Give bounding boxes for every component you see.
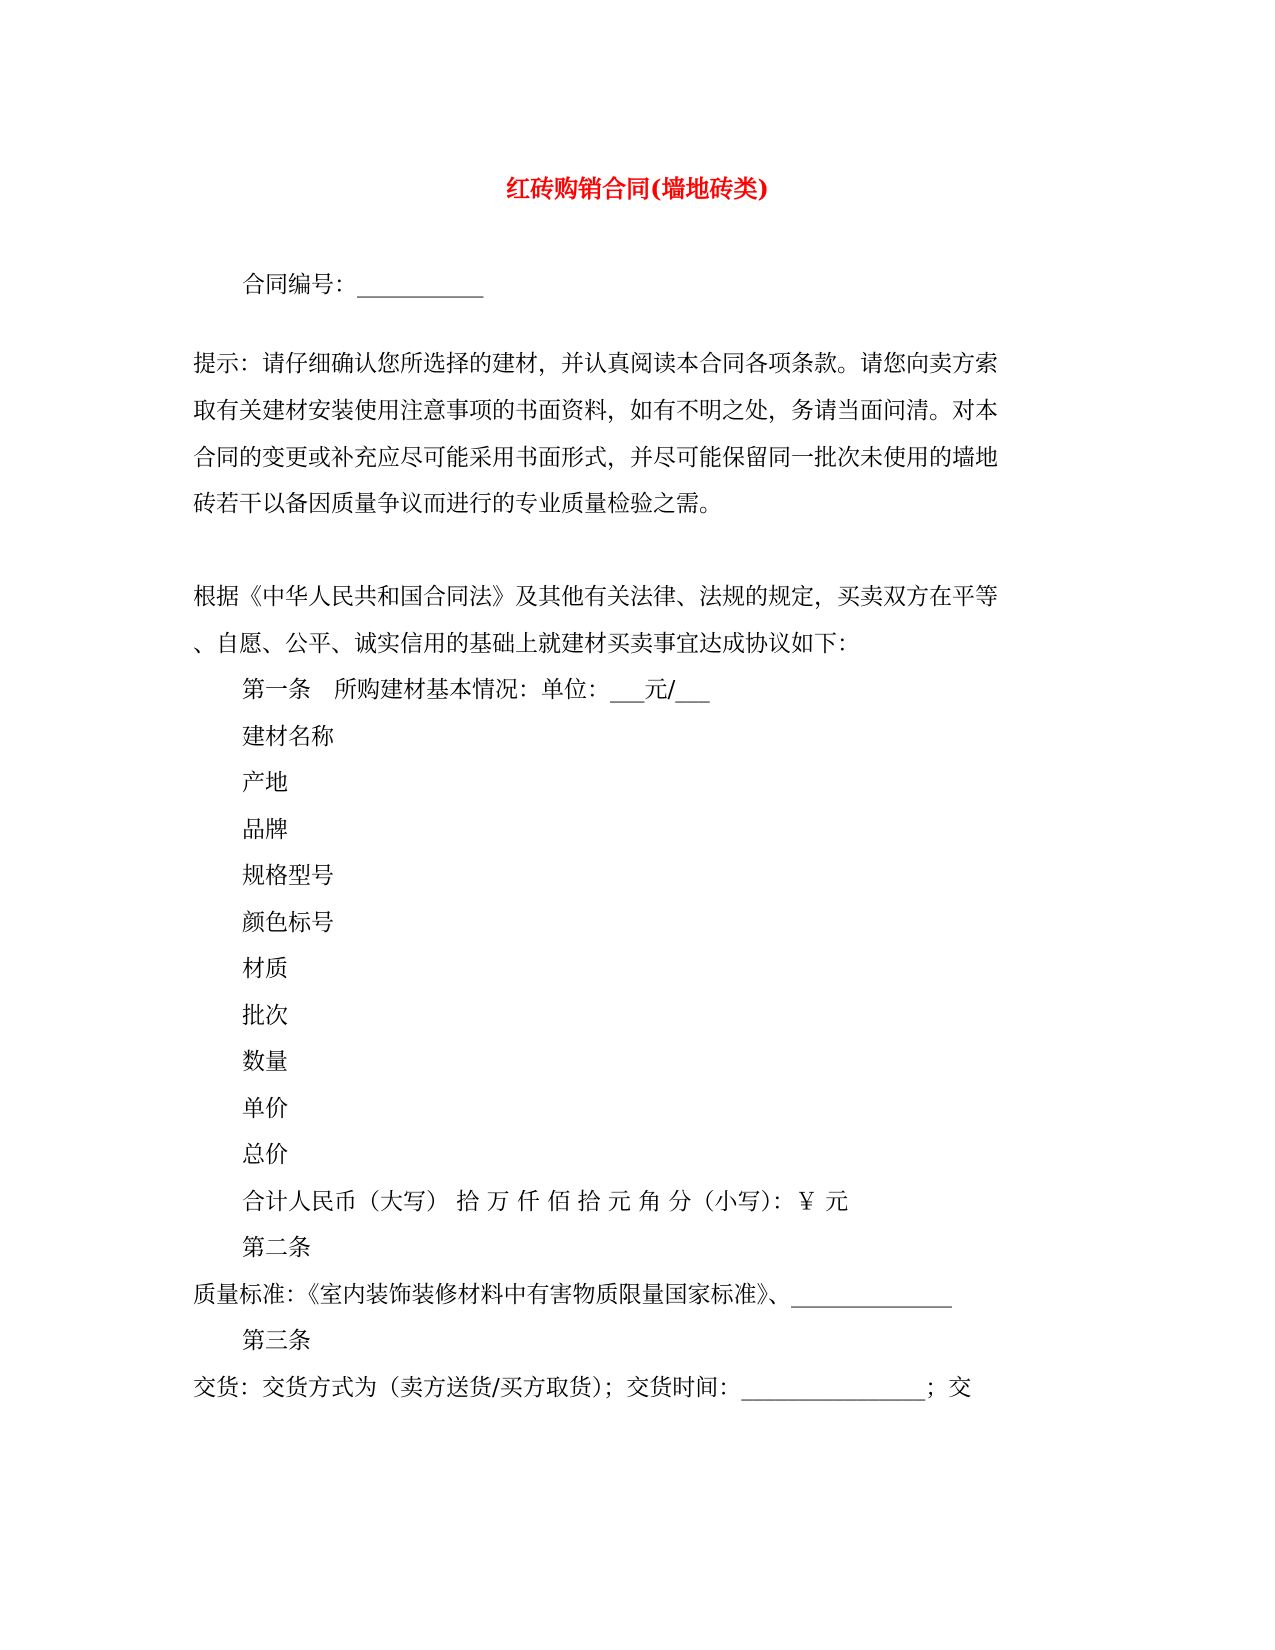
field-unit-price: 单价: [242, 1096, 288, 1122]
basis-line-1: 根据《中华人民共和国合同法》及其他有关法律、法规的规定，买卖双方在平等: [193, 584, 998, 610]
tip-line-4: 砖若干以备因质量争议而进行的专业质量检验之需。: [193, 491, 722, 517]
article-2-heading: 第二条: [242, 1235, 311, 1261]
field-spec-model: 规格型号: [242, 863, 334, 889]
quality-standard-line: 质量标准：《室内装饰装修材料中有害物质限量国家标准》、______________: [193, 1282, 952, 1308]
field-origin: 产地: [242, 770, 288, 796]
field-batch: 批次: [242, 1003, 288, 1029]
field-material: 材质: [242, 956, 288, 982]
delivery-line: 交货：交货方式为（卖方送货/买方取货）；交货时间：________________；交: [193, 1375, 972, 1401]
document-title: 红砖购销合同(墙地砖类): [506, 174, 769, 203]
field-color-code: 颜色标号: [242, 910, 334, 936]
article-1-heading: 第一条 所购建材基本情况：单位：___元/___: [242, 677, 710, 703]
field-total-price: 总价: [242, 1142, 288, 1168]
total-amount-line: 合计人民币（大写） 拾 万 仟 佰 拾 元 角 分（小写）：￥ 元: [242, 1189, 849, 1215]
article-3-heading: 第三条: [242, 1328, 311, 1354]
tip-line-2: 取有关建材安装使用注意事项的书面资料，如有不明之处，务请当面问清。对本: [193, 398, 998, 424]
field-quantity: 数量: [242, 1049, 288, 1075]
contract-number-line: 合同编号：___________: [242, 272, 484, 298]
field-material-name: 建材名称: [242, 724, 334, 750]
tip-line-3: 合同的变更或补充应尽可能采用书面形式，并尽可能保留同一批次未使用的墙地: [193, 445, 998, 471]
tip-line-1: 提示：请仔细确认您所选择的建材，并认真阅读本合同各项条款。请您向卖方索: [193, 351, 998, 377]
field-brand: 品牌: [242, 817, 288, 843]
basis-line-2: 、自愿、公平、诚实信用的基础上就建材买卖事宜达成协议如下：: [193, 631, 860, 657]
